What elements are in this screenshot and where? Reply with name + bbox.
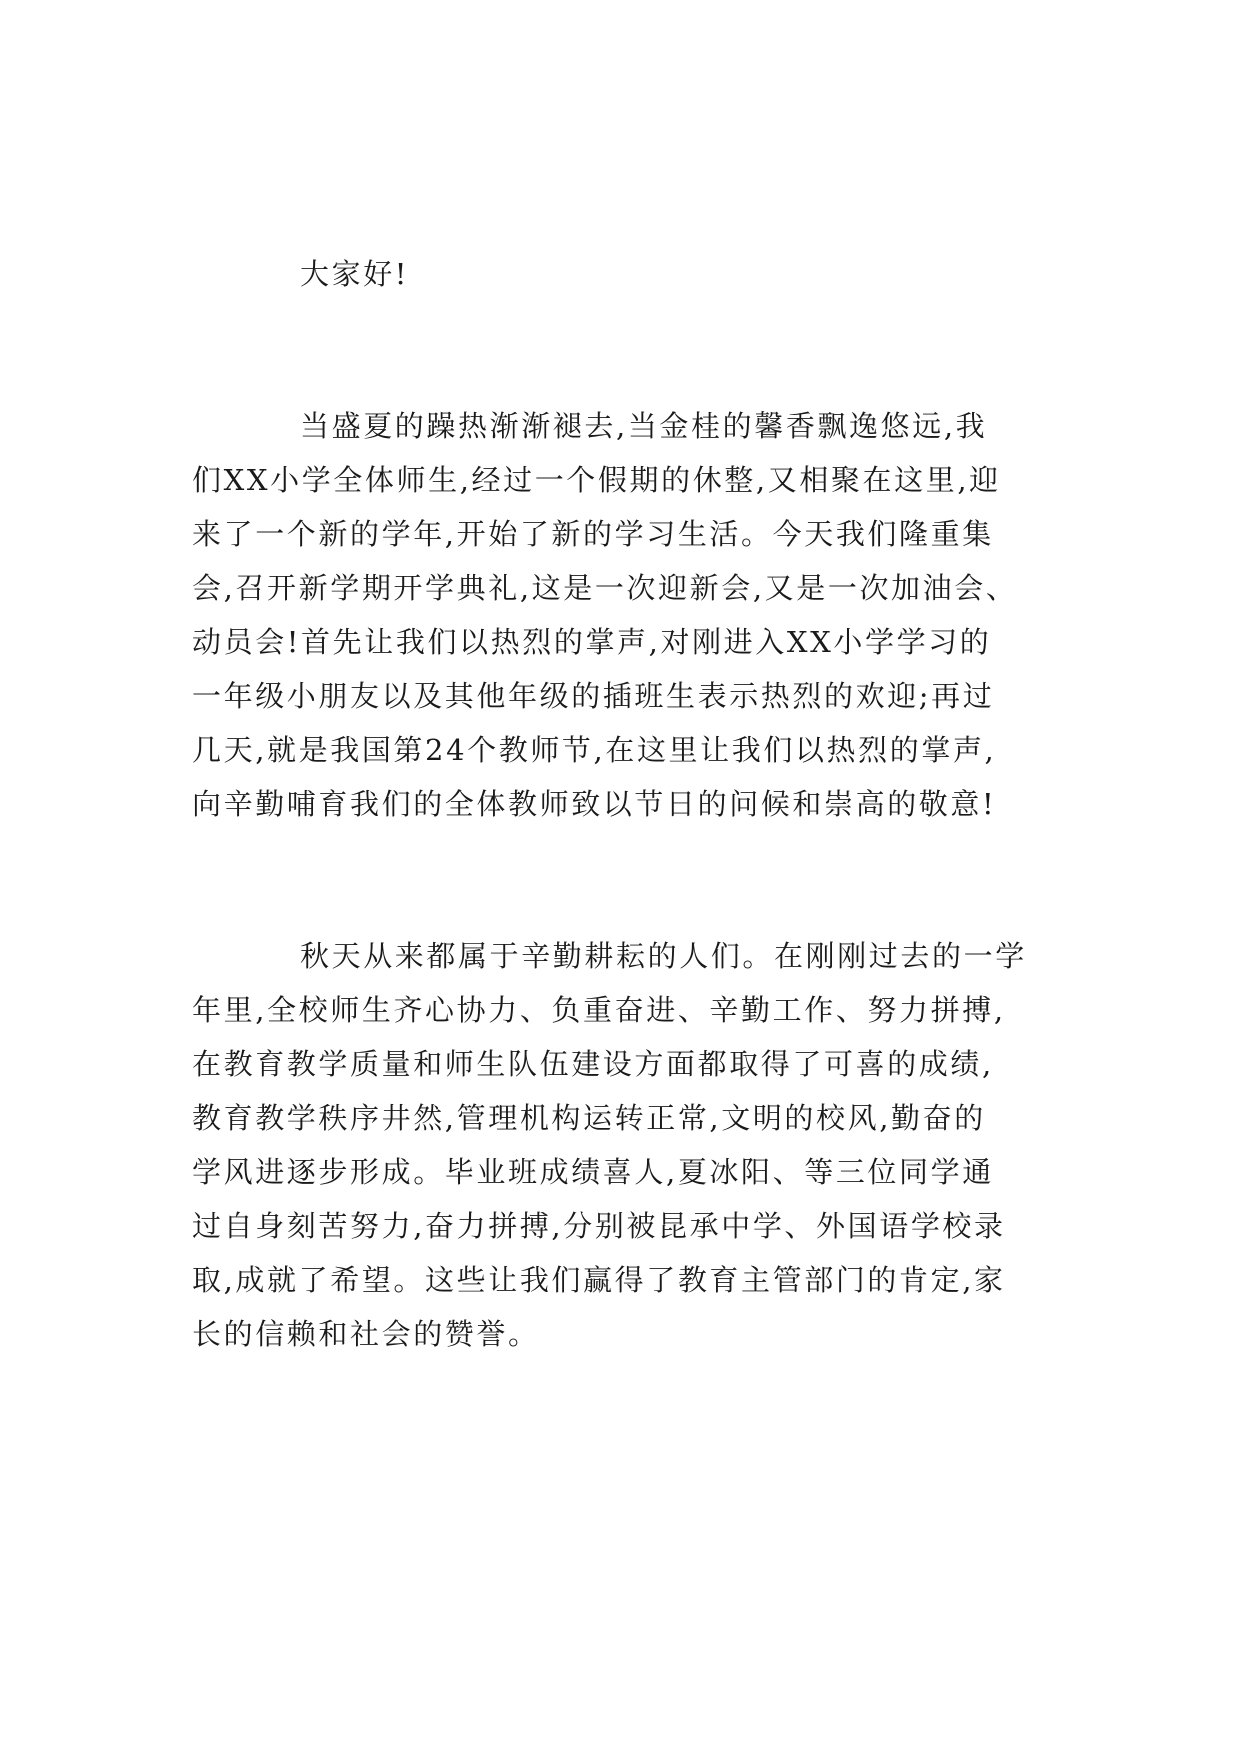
paragraph-line: 长的信赖和社会的赞誉。 <box>192 1317 540 1351</box>
paragraph-line: 教育教学秩序井然,管理机构运转正常,文明的校风,勤奋的 <box>192 1101 986 1135</box>
paragraph-line: 一年级小朋友以及其他年级的插班生表示热烈的欢迎;再过 <box>192 679 995 713</box>
paragraph-line: 取,成就了希望。这些让我们赢得了教育主管部门的肯定,家 <box>192 1263 1006 1297</box>
paragraph-line: 过自身刻苦努力,奋力拼搏,分别被昆承中学、外国语学校录 <box>192 1209 1006 1243</box>
paragraph-line: 来了一个新的学年,开始了新的学习生活。今天我们隆重集 <box>192 517 994 551</box>
paragraph-line: 几天,就是我国第24个教师节,在这里让我们以热烈的掌声, <box>192 733 997 767</box>
paragraph-line: 动员会!首先让我们以热烈的掌声,对刚进入XX小学学习的 <box>192 625 992 659</box>
paragraph-line: 们XX小学全体师生,经过一个假期的休整,又相聚在这里,迎 <box>192 463 1001 497</box>
paragraph-line: 向辛勤哺育我们的全体教师致以节日的问候和崇高的敬意! <box>192 787 997 821</box>
paragraph-line: 在教育教学质量和师生队伍建设方面都取得了可喜的成绩, <box>192 1047 994 1081</box>
paragraph-line: 会,召开新学期开学典礼,这是一次迎新会,又是一次加油会、 <box>192 571 1018 605</box>
paragraph-line: 学风进逐步形成。毕业班成绩喜人,夏冰阳、等三位同学通 <box>192 1155 994 1189</box>
paragraph-line: 当盛夏的躁热渐渐褪去,当金桂的馨香飘逸悠远,我 <box>300 409 988 443</box>
paragraph-line: 秋天从来都属于辛勤耕耘的人们。在刚刚过去的一学 <box>300 939 1027 973</box>
paragraph-line: 年里,全校师生齐心协力、负重奋进、辛勤工作、努力拼搏, <box>192 993 1006 1027</box>
greeting: 大家好! <box>300 257 410 291</box>
